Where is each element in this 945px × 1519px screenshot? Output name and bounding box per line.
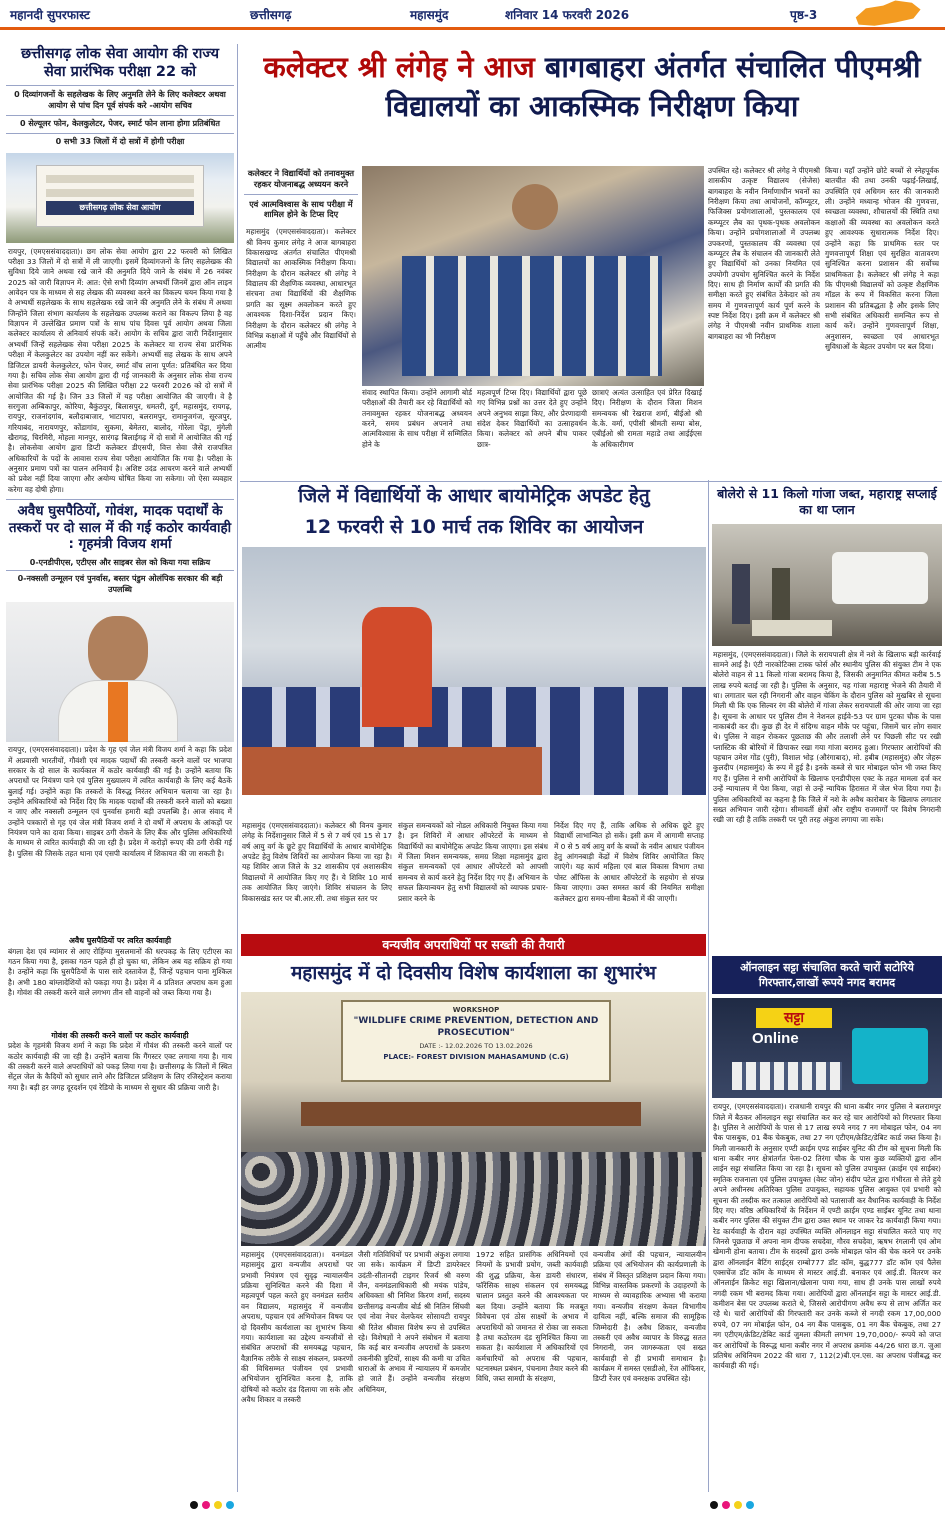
inspection-body-1: महासमुंद (एमएससंवाददाता)। कलेक्टर श्री विनय कुमार लंगेह ने आज बागबाहरा विकासखण्ड अंतर्गत संचालित पीएमश्री विद्यालयों का आकस्मिक निरीक्षण किया। निरीक्षण के दौरान कलेक्टर श्री लंगेह ने विद्यालय की शैक्षणिक व्यवस्था, आधारभूत संरचना तथा विद्यार्थियों की शैक्षणिक प्रगति का सूक्ष्म अवलोकन करते हुए आवश्यक दिशा-निर्देश प्रदान किए। निरीक्षण के दौरान कलेक्टर श्री लंगेह ने विभिन्न कक्षाओं में पहुँचे और विद्यार्थियों से आत्मीय <box>246 227 356 351</box>
inspection-photo <box>362 166 704 386</box>
inspection-body-6: किया। यहाँ उन्होंने छोटे बच्चों से स्नेहपूर्वक बातचीत की तथा उनकी पढ़ाई-लिखाई, उपस्थिति एवं अधिगम स्तर की जानकारी ली। उन्होंने मध्यान्ह भोजन की गुणवत्ता, स्वच्छता व्यवस्था, शौचालयों की स्थिति तथा कक्षाओं की व्यवस्था का अवलोकन करते हुए आवश्यक सुधारात्मक निर्देश दिए। उन्होंने कहा कि प्राथमिक स्तर पर गुणवत्तापूर्ण शिक्षा एवं सुरक्षित वातावरण सुनिश्चित करना प्रशासन की सर्वोच्च प्राथमिकता है। कलेक्टर श्री लंगेह ने कहा कि पीएमश्री विद्यालयों को उत्कृष्ट शैक्षणिक मॉडल के रूप में विकसित करना जिला प्रशासन की प्रतिबद्धता है और इसके लिए सभी संबंधित अधिकारी समन्वित रूप से कार्य करें। उन्होंने गुणवत्तापूर्ण शिक्षा, अनुशासन, स्वच्छता एवं आधारभूत सुविधाओं के बेहतर उपयोग पर बल दिया। <box>825 166 939 352</box>
banner-date: DATE :- 12.02.2026 TO 13.02.2026 <box>419 1042 533 1051</box>
headline-lead: कलेक्टर श्री लंगेह ने आज <box>263 50 535 84</box>
inspection-body-4: छात्राएं अत्यंत उत्साहित एवं प्रेरित दिखाई दिए। निरीक्षण के दौरान जिला मिशन समन्वयक श्री रेखराज शर्मा, बीईओ श्री के.के. वर्मा, एपीसी श्रीमती सम्पा बोस, एबीईओ श्री रामता महाडे तथा आईईएस के अधिकारीगण <box>592 388 702 449</box>
banner-title: WORKSHOP <box>452 1006 500 1014</box>
wildlife-body-4: वन्यजीव अंगों की पहचान, न्यायालयीन प्रक्रिया एवं अभियोजन की कार्यप्रणाली के संबंध में विस्तृत प्रशिक्षण प्रदान किया गया। विभिन्न वास्तविक प्रकरणों के उदाहरणों के माध्यम से व्यावहारिक अभ्यास भी कराया गया। वन्यजीव संरक्षण केवल विभागीय दायित्व नहीं, बल्कि समाज की सामूहिक जिम्मेदारी है। अवैध शिकार, वन्यजीव तस्करी एवं अवैध व्यापार के विरुद्ध सतत निगरानी, जन जागरूकता एवं सख्त कार्यवाही से ही प्रभावी समाधान है। कार्यक्रम में समस्त एसडीओ, रेंज ऑफिसर, डिप्टी रेंजर एवं वनरक्षक उपस्थित रहे। <box>593 1250 706 1384</box>
newspaper-name: महानदी सुपरफास्ट <box>10 8 90 22</box>
wildlife-body-3: 1972 सहित प्रासंगिक अधिनियमों एवं नियमों के प्रभावी प्रयोग, जब्ती कार्यवाही की शुद्ध प्रक्रिया, केस डायरी संधारण, फॉरेंसिक साक्ष्य संकलन एवं समयबद्ध चालान प्रस्तुत करने की आवश्यकता पर बल दिया। उन्होंने बताया कि मजबूत विवेचना एवं ठोस साक्ष्यों के अभाव में अपराधियों को जमानत से रोका जा सकता है तथा कठोरतम दंड सुनिश्चित किया जा सकता है। कार्यशाला में अधिकारियों एवं कर्मचारियों को अपराध की पहचान, घटनास्थल प्रबंधन, पंचनामा तैयार करने की विधि, जब्त सामग्री के संरक्षण, <box>476 1250 588 1384</box>
aadhaar-body-1: महासमुंद (एमएससंवाददाता)। कलेक्टर श्री विनय कुमार लंगेह के निर्देशानुसार जिले में 5 से 7 वर्ष एवं 15 से 17 वर्ष आयु वर्ग के छूटे हुए विद्यार्थियों के आधार बायोमेट्रिक अपडेट हेतु विशेष शिविरों का आयोजन किया जा रहा है। यह शिविर आज जिले के 32 शासकीय एवं अशासकीय विद्यालयों में आयोजित किए गए हैं। ये शिविर 10 मार्च तक आयोजित किए जाएंगे। शिविर संचालन के लिए विकासखंड स्तर पर बी.आर.सी. तथा संकुल स्तर पर <box>242 821 392 903</box>
psc-building-photo <box>6 153 234 243</box>
online-satta-headline: ऑनलाइन सट्टा संचालित करते चारों सटोरिये गिरफ्तार,लाखों रूपये नगद बरामद <box>712 956 942 995</box>
minister-article-body-3: प्रदेश के गृहमंत्री विजय शर्मा ने कहा कि प्रदेश में गौवंश की तस्करी करने वालों पर कठोर कार्यवाही की जा रही है। उन्होंने बताया कि गैंगस्टर एक्ट लगाया गया है। गाय की तस्करी करने वाले अपराधियों को पकड़ लिया गया है। छत्तीसगढ़ के जिलों में स्थित सेंट्रल जेल के कैदियों को सुधार लाने और डिजिटल प्रशिक्षण के लिए रजिस्ट्रेशन कराया गया है। बड़ी हर जगह दूरदर्शन एवं रेडियो के माध्यम से सुधार की प्रक्रिया जारी है। <box>8 1041 232 1092</box>
home-minister-headline: अवैध घुसपैठियों, गोवंश, मादक पदार्थों के तस्करों पर दो साल में की गई कठोर कार्यवाही : गृहमंत्री विजय शर्मा <box>8 503 232 553</box>
satta-label: सट्टा <box>756 1008 832 1028</box>
minister-portrait <box>6 602 234 742</box>
ganja-article-body: महासमुंद, (एमएससंवाददाता)। जिले के सरायपाली क्षेत्र में नशे के खिलाफ बड़ी कार्रवाई सामने आई है। एंटी नारकोटिक्स टास्क फोर्स और स्थानीय पुलिस की संयुक्त टीम ने एक बोलेरो वाहन से 11 किलो गांजा बरामद किया है, जिसकी अनुमानित कीमत करीब 5.5 लाख रुपये बताई जा रही है। पुलिस के अनुसार, यह गांजा महाराष्ट्र भेजने की तैयारी में था। लगातार चल रही निगरानी और वाहन चेकिंग के दौरान पुलिस को मुखबिर से सूचना मिली थी कि एक सिल्वर रंग की बोलेरो में गांजा लेकर सरायपाली की ओर जाया जा रहा है। सूचना के आधार पर पुलिस टीम ने नेशनल हाईवे-53 पर ग्राम पुटका चौक के पास नाकाबंदी कर दी। कुछ ही देर में संदिग्ध वाहन मौके पर पहुंचा, जिसमें चार लोग सवार थे। पुलिस ने वाहन रोककर पूछताछ की और तलाशी लेने पर पिछली सीट पर रखी प्लास्टिक की बोरियों में छिपाकर रखा गया गांजा बरामद हुआ। गिरफ्तार आरोपियों की पहचान उमेश गोंड (पुरी), विशाल भोड़ (औरंगाबाद), मो. हबीब (महासमुंद) और जेहरू कुलदीप (महासमुंद) के रूप में हुई है। इनके कब्जे से चार मोबाइल फोन भी जब्त किए गए हैं। पुलिस ने सभी आरोपियों के खिलाफ एनडीपीएस एक्ट के तहत मामला दर्ज कर उन्हें न्यायालय में पेश किया, जहां से उन्हें न्यायिक हिरासत में जेल भेज दिया गया है। पुलिस अधिकारियों का कहना है कि जिले में नशे के अवैध कारोबार के खिलाफ लगातार सख्त अभियान जारी रहेगा। सीमावर्ती क्षेत्रों और राष्ट्रीय राजमार्गों पर विशेष निगरानी रखी जा रही है ताकि तस्करी पर पूरी तरह अंकुश लगाया जा सके। <box>713 649 941 825</box>
page-number: पृष्ठ-3 <box>790 8 818 22</box>
minister-article-body-2: बंगला देश एवं म्यांमार से आए रोहिंग्या मुसलमानों की धरपकड़ के लिए एटीएस का गठन किया गया है, इसका गठन पहले ही हो चुका था, लेकिन अब यह सक्रिय हो गया है। उन्होंने कहा कि घुसपैठियों के पास सारे दस्तावेज हैं, जिन्हें पहचान पाना मुश्किल है। अभी 180 बांग्लादेशियों को पकड़ा गया है। प्रदेश में 4 प्रतिशत अपराध कम हुआ है। गोवंश की तस्करी करने वाले लगभग तीन सौ वाहनों को जब्त किया गया है। <box>8 946 232 998</box>
left-column <box>6 44 234 1494</box>
aadhaar-headline-2: 12 फरवरी से 10 मार्च तक शिविर का आयोजन <box>304 516 644 539</box>
print-mark <box>190 1501 198 1509</box>
inspection-subhead-2: एवं आत्मविश्वास के साथ परीक्षा में शामिल होने के टिप्स दिए <box>249 198 353 220</box>
psc-article-body: रायपुर, (एमएससंवाददाता)। छग लोक सेवा आयोग द्वारा 22 फरवरी को लिखित परीक्षा 33 जिलों में दो सत्रों में ली जाएगी। इसमें दिव्यांगजनों के लिए सहलेखक की सुविधा दिये जाने अथवा रखे जाने की अनुमति दिये जाने के संबंध में 26 नवंबर 2025 को जारी विज्ञापन में: आत: ऐसे सभी दिव्यांग अभ्यर्थी जिनमें द्वारा ऑन लाइन आवेदन पत्र के माध्यम से सह लेखक की व्यवस्था करने का विकल्प चयन किया गया है वे अभ्यर्थी सहलेखक के साथ सहलेखक रखे जाने की अनुमति लेने के संबंध में अथवा जिन्होंने जिला संभाग कार्यालय के सहलेखक उपलब्ध कराने का विकल्प लिया है वह विज्ञापन में उल्लेखित प्रमाण पत्रों के साथ पांच दिवस पूर्व आयोग अथवा जिला कलेक्टर कार्यालय से अनिवार्य संपर्क करें। आयोग के सचिव द्वारा जारी निर्देशानुसार अभ्यर्थी जिन्हें सहलेखक सेवा परीक्षा 2025 के कलेक्टर या राज्य सेवा प्रारंभिक परीक्षा में केलकुलेटर का उपयोग नहीं कर सकेंगे। अभ्यर्थी सह लेखक के साथ अपने डिजिटल डायरी केलकुलेटर, फोन पेजर, स्मार्ट वॉच लाना पूर्णत: प्रतिबंधित कर दिया गया है। सचिव लोक सेवा आयोग द्वारा दी गई जानकारी के अनुसार लोक सेवा राज्य सेवा प्रारंभिक परीक्षा 2025 की लिखित परीक्षा 22 फरवरी 2026 को दो सत्रों में आयोजित की गई है। जिन 33 जिलों में यह परीक्षा आयोजित की जाएगी। वे है सरगुजा अम्बिकापुर, कोरिया, बैकुंठपुर, बिलासपुर, धमतरी, दुर्ग, महासमुंद, रायगढ़, रायपुर, राजनांदगांव, बलौदाबाजार, भाटापारा, बलरामपुर, रामानुजगंज, सूरजपुर, गरियाबंद, नारायणपुर, कोंडागांव, सुकमा, बेमेतरा, बालोद, गोरेला पेंड्रा, मुंगेली खैरागढ़, चिरमिरी, मोहला मानपुर, सारंगढ़ बिलाईगढ़ में दो सत्रों में आयोजित की गई है। लोकसेवा आयोग द्वारा डिप्टी कलेक्टर डीएसपी, वित्त सेवा जैसे राजपत्रित अधिकारियों के पदों के आवास राज्य सेवा परीक्षा आयोजित कि गया है। परीक्षा के अनुसार प्रमाण पत्रों का पालन अनिवार्य है। अशिष्ट उदंड आचरण करने वाले अभ्यर्थी को प्रवेश नहीं दिया जाएगा और अयोग्य घोषित किया जा सकेगा। जो ऐसा व्यवहार करेगा वह दोषी होगा। <box>8 246 232 494</box>
header-rule <box>0 27 945 30</box>
psc-subhead-2: 0 सेल्यूलर फोन, केलकुलेटर, पेजर, स्मार्ट फोन लाना होगा प्रतिबंधित <box>20 119 220 129</box>
minister-subhead-1: 0-एनडीपीएस, एटीएस और साइबर सेल को किया गया सक्रिय <box>29 557 211 567</box>
wildlife-kicker-bar: वन्यजीव अपराधियों पर सख्ती की तैयारी <box>241 934 706 956</box>
page-header <box>0 0 945 42</box>
aadhaar-body-2: संकुल समन्वयकों को नोडल अधिकारी नियुक्त किया गया है। इन शिविरों में आधार ऑपरेटरों के माध्यम से विद्यार्थियों का बायोमेट्रिक अपडेट किया जाएगा। इस संबंध में जिला मिशन समन्वयक, समग्र शिक्षा महासमुंद द्वारा संकुल समन्वयकों एवं आधार ऑपरेटरों को आपसी समन्वय से कार्य करने हेतु निर्देश दिए गए हैं। अभियान के सफल क्रियान्वयन हेतु सभी विद्यालयों को व्यापक प्रचार-प्रसार करने के <box>398 821 548 903</box>
print-mark <box>214 1501 222 1509</box>
building-sign: छत्तीसगढ़ लोक सेवा आयोग <box>46 201 194 215</box>
column-divider <box>237 44 238 1492</box>
print-mark <box>734 1501 742 1509</box>
print-mark <box>226 1501 234 1509</box>
minister-subhead-2: 0-नक्सली उन्मूलन एवं पुनर्वास, बस्तर पंडुम ओलंपिक सरकार की बड़ी उपलब्धि <box>17 574 223 594</box>
online-satta-graphic <box>712 998 942 1098</box>
inspection-body-5: उपस्थित रहे। कलेक्टर श्री लंगेह ने पीएमश्री शासकीय उत्कृष्ट विद्यालय (सेजेस) बागबाहरा के नवीन निर्माणाधीन भवनों का निरीक्षण किया तथा आयोजनों, कॉम्प्यूटर, फिजिक्स प्रयोगशालाओं, पुस्तकालय एवं कम्प्यूटर लैब का पृथक-पृथक अवलोकन किया। उन्होंने प्रयोगशालाओं में उपलब्ध उपकरणों, पुस्तकालय की व्यवस्था एवं कम्प्यूटर लैब के संचालन की जानकारी लेते हुए विद्यार्थियों को उनका नियमित एवं उपयोगी उपयोग सुनिश्चित करने के निर्देश दिए। साथ ही निर्माण कार्यों की प्रगति की समीक्षा करते हुए संबंधित ठेकेदार को तय समय में गुणवत्तापूर्ण कार्य पूर्ण करने के स्पष्ट निर्देश दिए। इसी क्रम में कलेक्टर श्री लंगेह ने पीएमश्री नवीन प्राथमिक शाला बागबाहरा का भी निरीक्षण <box>708 166 820 341</box>
state-name: छत्तीसगढ़ <box>250 8 292 22</box>
psc-headline: छत्तीसगढ़ लोक सेवा आयोग की राज्य सेवा प्रारंभिक परीक्षा 22 को <box>20 46 220 80</box>
column-divider <box>708 480 709 1492</box>
banner-place: PLACE:- FOREST DIVISION MAHASAMUND (C.G) <box>383 1053 569 1062</box>
issue-date: शनिवार 14 फरवरी 2026 <box>505 8 630 22</box>
online-label: Online <box>752 1030 799 1048</box>
print-mark <box>710 1501 718 1509</box>
wildlife-body-2: जैसी गतिविधियों पर प्रभावी अंकुश लगाया जा सके। कार्यक्रम में डिप्टी डायरेक्टर उदंती-सीतानदी टाइगर रिजर्व श्री वरुण जैन, वनमंडलाधिकारी श्री मयंक पांडेय, अधिवक्ता श्री निमिश किरण शर्मा, सदस्य छत्तीसगढ़ वन्यजीव बोर्ड श्री नितिन सिंघवी एवं नोवा नेचर वेलफेयर सोसायटी रायपुर श्री रितेश श्रीवास विशेष रूप से उपस्थित रहे। विशेषज्ञों ने अपने संबोधन में बताया कि कई बार वन्यजीव अपराधों के प्रकरण तकनीकी त्रुटियों, साक्ष्य की कमी या उचित धाराओं के अभाव में न्यायालय में कमजोर हो जाते हैं। उन्होंने वन्यजीव संरक्षण अधिनियम, <box>358 1250 470 1394</box>
psc-subhead-3: 0 सभी 33 जिलों में दो सत्रों में होगी परीक्षा <box>55 137 185 147</box>
print-mark <box>202 1501 210 1509</box>
ganja-seizure-photo <box>712 524 942 646</box>
collector-inspection-headline <box>244 48 940 126</box>
inspection-subhead-1: कलेक्टर ने विद्यार्थियों को तनावमुक्त रहकर योजनाबद्ध अध्ययन करने <box>247 168 355 189</box>
print-mark <box>722 1501 730 1509</box>
minister-body-subhead-1: अवैध घुसपैठियों पर त्वरित कार्यवाही <box>68 936 172 946</box>
inspection-body-3: महत्वपूर्ण टिप्स दिए। विद्यार्थियों द्वारा पूछे गए विभिन्न प्रश्नों का उत्तर देते हुए उन्होंने अपने अनुभव साझा किए, और प्रेरणादायी संदेश देकर विद्यार्थियों का उत्साहवर्धन किया। कलेक्टर को अपने बीच पाकर छात्र- <box>477 388 587 449</box>
workshop-banner <box>341 1000 611 1082</box>
wildlife-body-1: महासमुंद (एमएससंवाददाता)। वनमंडल महासमुंद द्वारा वन्यजीव अपराधों पर प्रभावी नियंत्रण एवं सुदृढ़ न्यायालयीन प्रक्रिया सुनिश्चित करने की दिशा में महत्वपूर्ण पहल करते हुए वनमंडल स्तरीय वन विद्यालय, महासमुंद में वन्यजीव अपराध, पहचान एवं अभियोजन विषय पर दो दिवसीय कार्यशाला का शुभारंभ किया गया। कार्यशाला का उद्देश्य वन्यजीवों से संबंधित अपराधों की समयबद्ध पहचान, वैज्ञानिक तरीके से साक्ष्य संकलन, प्रकरणों की विधिसम्मत पंजीयन एवं प्रभावी अभियोजन सुनिश्चित करना है, ताकि दोषियों को कठोर दंड दिलाया जा सके और अवैध शिकार व तस्करी <box>241 1250 353 1405</box>
banner-subject: "WILDLIFE CRIME PREVENTION, DETECTION AND PROSECUTION" <box>353 1016 599 1038</box>
print-mark <box>746 1501 754 1509</box>
workshop-photo <box>241 992 706 1246</box>
city-name: महासमुंद <box>410 8 449 22</box>
aadhaar-headline: जिले में विद्यार्थियों के आधार बायोमेट्रिक अपडेट हेतु <box>298 485 650 507</box>
right-column <box>712 484 942 1494</box>
psc-subhead-1: 0 दिव्यांगजनों के सहलेखक के लिए अनुमति लेने के लिए कलेक्टर अथवा आयोग से पांच दिन पूर्व संपर्क करे -आयोग सचिव <box>14 90 226 110</box>
inspection-body-2: संवाद स्थापित किया। उन्होंने आगामी बोर्ड परीक्षाओं की तैयारी कर रहे विद्यार्थियों को तनावमुक्त रहकर योजनाबद्ध अध्ययन करने, समय प्रबंधन अपनाने तथा आत्मविश्वास के साथ परीक्षा में सम्मिलित होने के <box>362 388 472 449</box>
minister-body-subhead-2: गोवंश की तस्करी करने वालों पर कठोर कार्यवाही <box>51 1030 189 1040</box>
online-satta-body: रायपुर, (एमएससंवाददाता)। राजधानी रायपुर की थाना कबीर नगर पुलिस ने बलरामपुर जिले में बैठकर ऑनलाइन सट्टा संचालित कर कर रहे चार आरोपियों को गिरफ्तार किया है। पुलिस ने आरोपियों के पास से 17 लाख रुपये नगद 7 नग मोबाइल फोन, 04 नग चैक पासबुक, 01 बैंक चेकबुक, तथा 27 नग एटीएम/क्रेडिट/डेबिट कार्ड जब्त किया है। मिली जानकारी के अनुसार एण्टी क्राईम एण्ड साईबर यूनिट की टीम को सूचना मिली कि थाना कबीर नगर क्षेत्रांतर्गत फेस-02 तिरंगा चौक के पास कुछ व्यक्तियों द्वारा ऑन लाईन सट्टा संचालित किया जा रहा है। सूचना को पुलिस उपायुक्त (क्राईम एवं साईबर) स्मृतिक राजनाला एवं पुलिस उपायुक्त (वेस्ट जोन) संदीप पटेल द्वारा गंभीरता से लेते हुये अपने अधीनस्थ अतिरिक्त पुलिस उपायुक्त, सहायक पुलिस आयुक्त एवं प्रभारी को सूचना की तस्दीक कर तत्काल आरोपियों को पतासाजी कर वैधानिक कार्यवाही के निर्देश दिए गए। वरिष्ठ अधिकारियों के निर्देशन में एण्टी क्राईम एण्ड साईबर यूनिट तथा थाना कबीर नगर पुलिस की संयुक्त टीम द्वारा उक्त स्थान पर जाकर रेड कार्यवाही किया गया। रेड कार्यवाही के दौरान वहां उपस्थित व्यक्ति ऑनलाइन सट्टा संचालित करते पाए गए जिनसे पूछताछ में अपना नाम दीपक सचदेवा, गौरव सचदेवा, ऋषभ रंगलानी एवं ओम खेमानी होना बताया। टीम के सदस्यों द्वारा उनके मोबाइल फोन की चेक करने पर उनके द्वारा ऑनलाईन बैटिंग साईट्स राम्बो777 डॉट कॉम, बुद्ध777 डॉट कॉम एवं पैलेस एक्सचेंज डॉट कॉम के माध्यम से मास्टर आई.डी. बनाकर एवं आई.डी. वितरण कर ऑनलाईन क्रिकेट सट्टा खिलाना/खेलाना पाया गया, साथ ही उनके पास लाखों रुपये नगदी रकम भी बरामद किया गया। आरोपियों द्वारा ऑनलाईन सट्टा के मास्टर आई.डी. कमीशन बेस पर उपलब्ध कराते थे, जिससे आरोपीगण अवैध रूप से लाभ अर्जित कर रहे थे। चारों आरोपियों की गिरफ्तारी कर उनके कब्जे से नगदी रकम 17,00,000 रुपये, 07 नग मोबाईल फोन, 04 नग बैंक पासबुक, 01 नग बैंक चेकबुक, तथा 27 नग एटीएम/क्रेडिट/डेबिट कार्ड जुमला कीमती लगभग 19,70,000/- रूपये को जप्त कर आरोपियों के विरूद्ध थाना कबीर नगर में अपराध क्रमांक 44/26 धारा छ.ग. जुआ प्रतिषेध अधिनियम 2022 की धारा 7, 112(2)बी.एन.एस. का अपराध पंजीबद्ध कर कार्यवाही की गई। <box>713 1102 941 1371</box>
ganja-headline: बोलेरो से 11 किलो गांजा जब्त, महाराष्ट्र सप्लाई का था प्लान <box>717 486 937 518</box>
aadhaar-body-3: निर्देश दिए गए हैं, ताकि अधिक से अधिक छूटे हुए विद्यार्थी लाभान्वित हो सकें। इसी क्रम में आगामी सप्ताह में 0 से 5 वर्ष आयु वर्ग के बच्चों के नवीन आधार पंजीयन हेतु आंगनबाड़ी केंद्रों में विशेष शिविर आयोजित किए जाएंगे। यह कार्य महिला एवं बाल विकास विभाग तथा पोस्ट ऑफिस के आधार ऑपरेटरों के सहयोग से संपन्न किया जाएगा। उक्त समस्त कार्य की नियमित समीक्षा कलेक्टर द्वारा समय-सीमा बैठकों में की जाएगी। <box>554 821 704 903</box>
headline-rest: बागबाहरा अंतर्गत संचालित पीएमश्री विद्यालयों का आकस्मिक निरीक्षण किया <box>385 50 921 124</box>
aadhaar-camp-photo <box>242 547 706 795</box>
minister-article-body: रायपुर, (एमएससंवाददाता)। प्रदेश के गृह एवं जेल मंत्री विजय शर्मा ने कहा कि प्रदेश में अप्रवासी भारतीयों, गौवंशी एवं मादक पदार्थों की तस्करी करने वालों पर भाजपा सरकार के दो साल के कार्यकाल में कठोर कार्यवाही की गई है। उन्होंने बताया कि अपराधों पर नियंत्रण पाने एवं पुलिस मुख्यालय में त्वरित कार्यवाही के लिए कई बैठकें बुलाई गई। उन्होंने कहा कि तस्करों के विरुद्ध निरंतर अभियान चलाया जा रहा है। उन्होंने अधिकारियों को निर्देश दिए कि मादक पदार्थों की तस्करी करने वालों को बख्शा न जाए और नक्सली उन्मूलन एवं पुनर्वास हमारी बड़ी उपलब्धि है। आज संवाद में उन्होंने पत्रकारों से गृह एवं जेल मंत्री विजय शर्मा ने दो वर्षों में अपराध के आंकड़ों पर नियंत्रण पाने का दावा किया। साइबर ठगी रोकने के लिए बैंक और पुलिस अधिकारियों के माध्यम से त्वरित कार्यवाही की जा रही है। प्रदेश में करोड़ों रूपए की ठगी रोकी गई है। पुलिस की जिसके तहत थाना एवं एसपी कार्यालय में शिकायत की जा सकती है। <box>8 745 232 858</box>
inspection-sidebar <box>244 162 358 480</box>
section-rule <box>240 481 942 482</box>
state-map-icon <box>850 0 922 28</box>
wildlife-headline: महासमुंद में दो दिवसीय विशेष कार्यशाला का शुभारंभ <box>290 962 657 984</box>
